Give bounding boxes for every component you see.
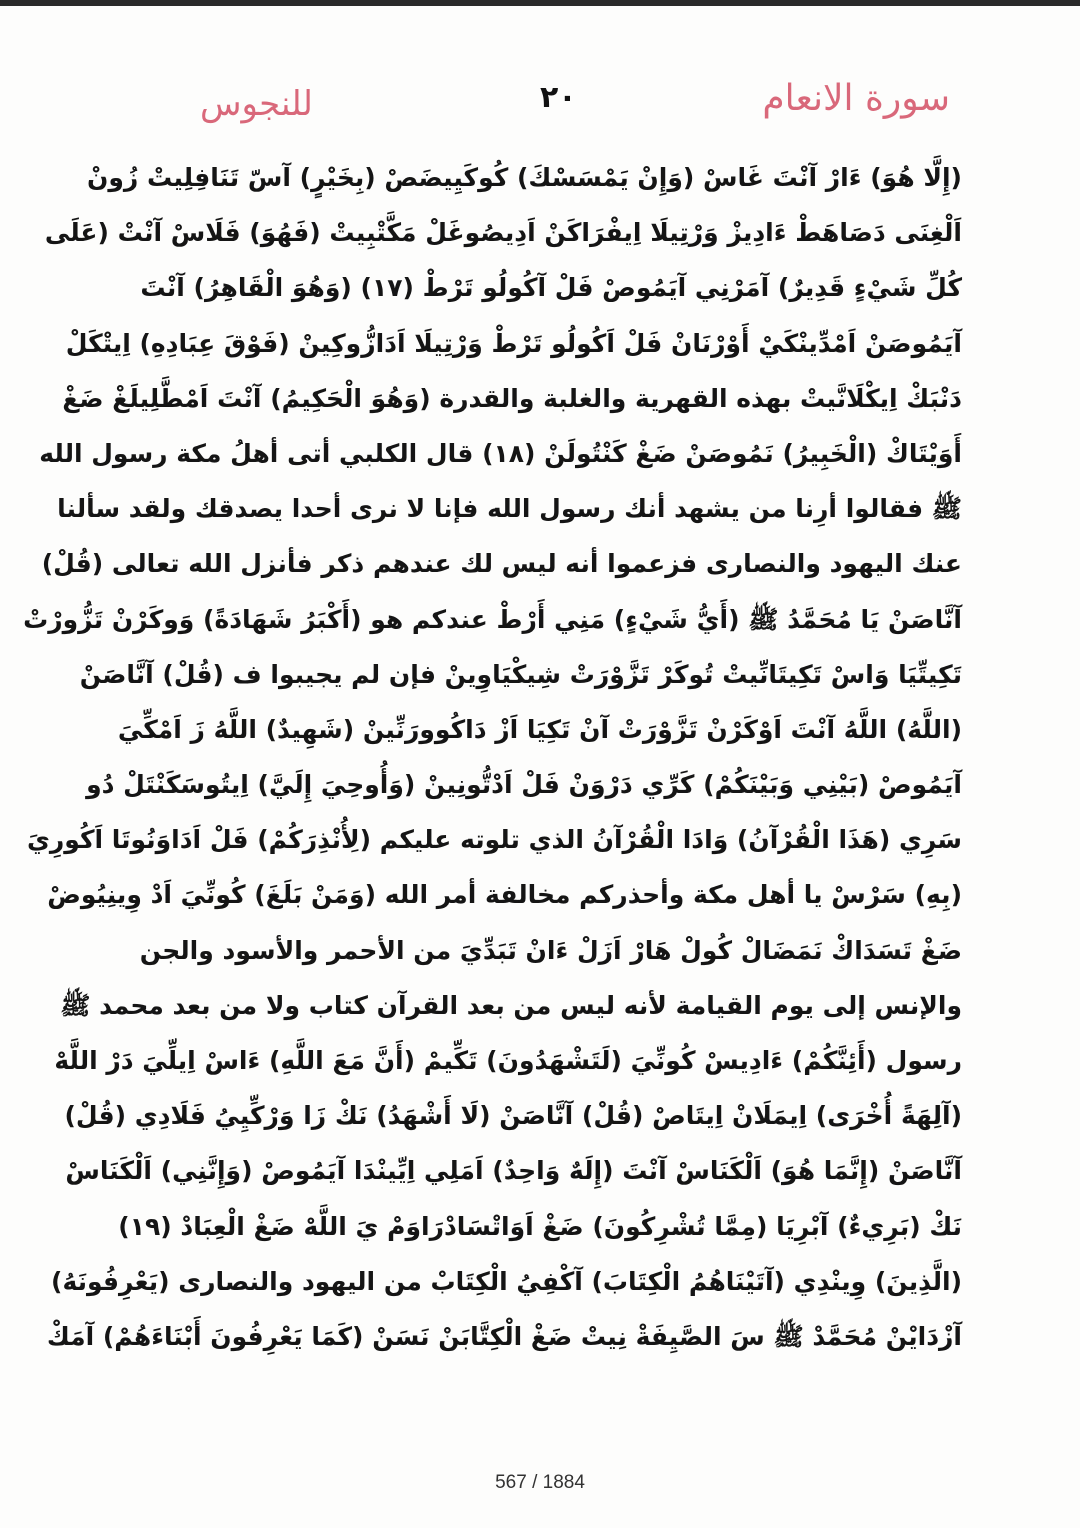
text-line: (بِهِ) سَرْسْ يا أهل مكة وأحذركم مخالفة أمر الله (وَمَنْ بَلَغَ) كُونِّيَ اَدْ وِينِيُوضْ bbox=[47, 880, 962, 910]
text-line: (الَّذِينَ) وِينْدِي (آتَيْنَاهُمُ الْكِتَابَ) آكْفِيُ الْكِتَابْ من اليهود والنصارى (يَعْرِفُونَهُ) bbox=[51, 1266, 962, 1296]
page-header bbox=[150, 78, 950, 148]
text-line: عنك اليهود والنصارى فزعموا أنه ليس لك عندهم ذكر فأنزل الله تعالى (قُلْ) bbox=[41, 549, 962, 579]
text-line: رسول (أَئِنَّكُمْ) ءَادِيسْ كُونِّيَ (لَتَشْهَدُونَ) تَكِّيمْ (أَنَّ مَعَ اللَّهِ) ءَاسْ اِيلِّيَ دَرْ اللَّهْ bbox=[54, 1046, 962, 1075]
text-line: (إِلَّا هُوَ) ءَارْ آنْتَ غَاسْ (وَإِنْ يَمْسَسْكَ) كُوكَيِيضَصْ (بِخَيْرٍ) آسّ تَنَافِلِيتْ زُونْ bbox=[87, 163, 962, 192]
body-text bbox=[23, 150, 962, 1364]
text-line: (آلِهَةً أُخْرَى) اِيمَلَانْ اِيتَاصْ (قُلْ) آنَّاصَنْ (لَا أَشْهَدُ) نَكْ زَا وَرْكِّيِيُ فَلَادِي (قُلْ) bbox=[64, 1101, 962, 1131]
text-line: آيَمُوصَنْ اَمْدِّينْكَيْ أَوْرْنَانْ فَلْ اَكُولُو تَرْطْ وَرْتِيلَا اَدَازُّوكِينْ (فَوْقَ عِبَادِهِ) اِيتْكَلْ bbox=[65, 328, 962, 358]
page-number: ٢٠ bbox=[540, 80, 577, 115]
surah-title: سورة الانعام bbox=[762, 78, 950, 119]
page-indicator: 567 / 1884 bbox=[495, 1472, 585, 1493]
text-line: ﷺ فقالوا أرِنا من يشهد أنك رسول الله فإنا لا نرى أحدا يصدقك ولقد سألنا bbox=[57, 494, 962, 524]
text-line: دَنْبَكْ اِيكْلَانَّيتْ بهذه القهرية والغلبة والقدرة (وَهُوَ الْحَكِيمُ) آنْتَ اَمْطَّلِيلَغْ ضَغْ bbox=[62, 383, 962, 413]
header-left-note: للنجوس bbox=[200, 84, 313, 124]
text-line: آزْدَايْنْ مُحَمَّدْ ﷺ سَ الصَّيِفَةْ نِيتْ ضَغْ الْكِتَّابَنْ نَسَنْ (كَمَا يَعْرِفُونَ أَبْنَاءَهُمْ) آمَكْ bbox=[46, 1321, 962, 1351]
text-line: ضَغْ تَسَدَاكْ نَمَضَالْ كُولْ هَارْ اَزَلْ ءَانْ تَبَدِّيَ من الأحمر والأسود والجن bbox=[139, 935, 962, 965]
text-line: تَكِيتِّيَا وَاسْ تَكِيتَانِّيتْ تُوكَرْ تَزَّوْرَتْ شِيكْيَاوِينْ فإن لم يجيبوا ف (قُلْ) آنَّاصَنْ bbox=[79, 659, 962, 689]
text-line: كُلِّ شَيْءٍ قَدِيرٌ) آمَرْنِي آيَمُوصْ فَلْ آكُولُو تَرْطْ (١٧) (وَهُوَ الْقَاهِرُ) آنْتَ bbox=[140, 273, 962, 303]
text-line: آيَمُوصْ (بَيْنِي وَبَيْنَكُمْ) كَرِّي دَرْوَنْ فَلْ اَدْتُّونِينْ (وَأُوحِيَ إِلَيَّ) اِيتُوسَكَنْتَلْ دُو bbox=[86, 770, 962, 800]
text-line: آنَّاصَنْ (إِنَّمَا هُوَ) اَلْكَنَاسْ آنْتَ (إِلَهٌ وَاحِدٌ) اَمَلِي اِيِّينْدَا آيَمُوصْ (وَإِنَّنِي) اَلْكَنَاسْ bbox=[65, 1156, 962, 1186]
text-line: نَكْ (بَرِيءٌ) آبْرِيَا (مِمَّا تُشْرِكُونَ) ضَغْ اَوَاتْسَادْرَاوَمْ يَ اللَّهْ ضَغْ الْعِبَادْ (١٩) bbox=[118, 1211, 962, 1241]
text-line: سَرِي (هَذَا الْقُرْآنُ) وَادَا الْقُرْآنُ الذي تلوته عليكم (لِأُنْذِرَكُمْ) فَلْ اَدَاوَنُوتَا اَكُورِيَ bbox=[26, 825, 962, 855]
text-line: والإنس إلى يوم القيامة لأنه ليس من بعد القرآن كتاب ولا من بعد محمد ﷺ bbox=[60, 990, 962, 1020]
text-line: آنَّاصَنْ يَا مُحَمَّدُ ﷺ (أَيُّ شَيْءٍ) مَنِي أَرْطْ عندكم هو (أَكْبَرُ شَهَادَةً) وَوكَرْنْ تَزُّورْتْ bbox=[23, 604, 962, 634]
text-line: اَلْغِنَى دَصَاهَطْ ءَادِيزْ وَرْتِيلَا اِيفْرَاكَنْ اَدِيصُوغَلْ مَكَّتْبِيتْ (فَهُوَ) فَلَاسْ آنْتْ (عَلَى bbox=[44, 218, 962, 248]
text-line: (اللَّهُ) اللَّهُ آنْتَ اَوْكَرْنْ تَزَّوْرَتْ آنْ تَكِيَا اَزْ دَاكُوورَنِّينْ (شَهِيدٌ) اللَّهُ زَ اَمْكِّيَ bbox=[117, 714, 962, 744]
text-line: أَوَيْتَاكْ (الْخَبِيرُ) نَمُوصَنْ ضَغْ كَنْتُولَنْ (١٨) قال الكلبي أتى أهلُ مكة رسول الله bbox=[39, 438, 962, 468]
